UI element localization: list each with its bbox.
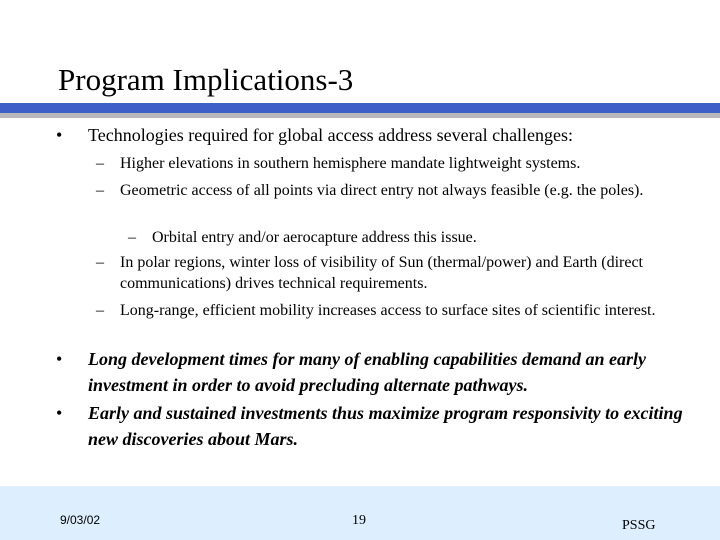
title-underline-bar [0, 113, 720, 118]
sub-sub-bullet-text: Orbital entry and/or aerocapture address this issue. [152, 229, 477, 246]
bullet-marker: • [56, 349, 63, 369]
sub-bullet-marker: – [96, 302, 104, 319]
bullet-text: Long development times for many of enabling capabilities demand an early investment in order to avoid precluding alternate pathways. [88, 349, 646, 395]
bullet-text: Early and sustained investments thus maximize program responsivity to exciting new discoveries about Mars. [88, 403, 683, 449]
slide-title: Program Implications-3 [58, 62, 354, 97]
sub-bullet-text: Higher elevations in southern hemisphere mandate lightweight systems. [120, 155, 581, 172]
sub-bullet-marker: – [96, 254, 104, 271]
sub-bullet-marker: – [96, 182, 104, 199]
bullet-marker: • [56, 125, 63, 145]
footer-organization: PSSG [622, 518, 656, 533]
bullet-marker: • [56, 403, 63, 423]
title-accent-bar [0, 103, 720, 113]
sub-bullet-text: In polar regions, winter loss of visibility of Sun (thermal/power) and Earth (direct communications) drives technical requirements. [120, 254, 643, 292]
sub-sub-bullet-marker: – [128, 229, 136, 246]
footer-page-number: 19 [352, 513, 366, 528]
sub-bullet-marker: – [96, 155, 104, 172]
footer-date: 9/03/02 [60, 513, 101, 527]
sub-bullet-text: Geometric access of all points via direct entry not always feasible (e.g. the poles). [120, 182, 644, 199]
slide-footer [0, 486, 720, 540]
sub-bullet-text: Long-range, efficient mobility increases access to surface sites of scientific interest. [120, 302, 656, 319]
bullet-text: Technologies required for global access address several challenges: [88, 125, 574, 145]
